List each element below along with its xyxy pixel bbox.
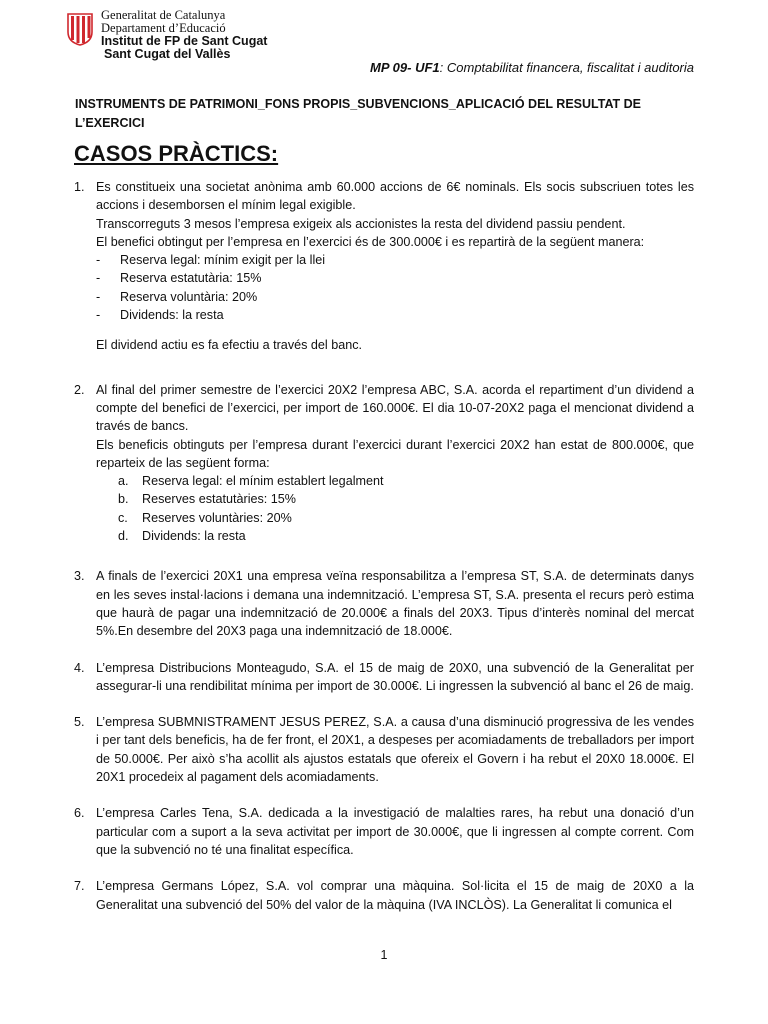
list-marker: - [96,289,101,304]
org-line-2: Departament d’Educació [101,21,226,35]
case-number: 3. [74,569,85,584]
org-line-3: Institut de FP de Sant Cugat [101,34,268,48]
list-item-text: Reserva legal: el mínim establert legalment [142,474,384,489]
list-marker: a. [118,474,129,489]
list-marker: b. [118,492,129,507]
section-heading: CASOS PRÀCTICS: [74,141,279,166]
list-item-text: Reserves estatutàries: 15% [142,492,296,507]
list-item [96,490,694,508]
case-text: A finals de l’exercici 20X1 una empresa veïna responsabilitza a l’empresa ST, S.A. de determinats danys en les seves instal·lacions i demana una indemnització. L’empresa ST, S.A. presenta el recurs però estima que haurà de pagar una indemnització de 20.000€ a finals del 20X3. Tipus d’interès nominal del mercat 5%.En desembre del 20X3 paga una indemnització de 18.000€. [96,569,694,639]
case-text: Al final del primer semestre de l’exercici 20X2 l’empresa ABC, S.A. acorda el repartiment d’un dividend a compte del benefici de l’exercici, per import de 160.000€. El dia 10-07-20X2 paga el mencionat dividend a través de bancs. [96,382,694,434]
list-item-text: Reserva legal: mínim exigit per la llei [120,253,326,268]
case-text: Es constitueix una societat anònima amb 60.000 accions de 6€ nominals. Els socis subscriuen totes les accions i desemborsen el mínim legal exigible. [96,180,694,213]
page-number: 1 [380,948,388,962]
list-marker: d. [118,529,129,544]
case-2 [74,381,694,546]
list-item [96,288,694,306]
list-marker: c. [118,510,128,525]
case-4 [74,659,694,696]
list-item [96,306,694,324]
case-number: 4. [74,660,85,675]
document-title: INSTRUMENTS DE PATRIMONI_FONS PROPIS_SUBVENCIONS_APLICACIÓ DEL RESULTAT DE L’EXERCICI [75,97,642,130]
case-3 [74,567,694,640]
org-line-4: Sant Cugat del Vallès [104,47,231,61]
list-marker: - [96,271,101,286]
list-item [96,509,694,527]
cases-list [74,178,694,914]
distribution-list [96,251,694,324]
case-text: L’empresa Distribucions Monteagudo, S.A. el 15 de maig de 20X0, una subvenció de la Generalitat per assegurar-li una rendibilitat mínima per import de 30.000€. Li ingressen la subvenció al banc el 26 de maig. [96,660,694,693]
list-item-text: Reserves voluntàries: 20% [142,510,292,525]
list-marker: - [96,253,101,268]
list-item-text: Reserva estatutària: 15% [120,271,262,286]
list-item [96,472,694,490]
case-text: L’empresa SUBMNISTRAMENT JESUS PEREZ, S.A. a causa d’una disminució progressiva de les vendes i per tant dels beneficis, ha de fer front, el 20X1, a despeses per acomiadaments de treballadors per import de 50.000€. Per això s’ha acollit als ajustos estatals que ofereix el Govern i ha rebut el 20X0 18.000€. El 20X1 procedeix al pagament dels acomiadaments. [96,715,694,785]
list-item-text: Reserva voluntària: 20% [120,289,258,304]
case-text: Transcorreguts 3 mesos l’empresa exigeix als accionistes la resta del dividend passiu pendent. [96,216,626,231]
case-number: 6. [74,806,85,821]
case-number: 7. [74,879,85,894]
module-code: MP 09- UF1 [370,60,440,75]
list-marker: - [96,308,101,323]
case-text: L’empresa Carles Tena, S.A. dedicada a la investigació de malalties rares, ha rebut una donació d’un particular com a suport a la seva activitat per import de 30.000€, que li ingressen al compte corrent. Com que la subvenció no té una finalitat específica. [96,806,694,857]
case-text: Els beneficis obtinguts per l’empresa durant l’exercici durant l’exercici 20X2 han estat de 800.000€, que reparteix de las següent forma: [96,437,694,470]
case-number: 2. [74,382,85,397]
case-number: 5. [74,715,85,730]
case-text: El dividend actiu es fa efectiu a través del banc. [96,338,363,353]
case-6 [74,804,694,859]
module-header [370,60,694,75]
case-7 [74,877,694,914]
list-item-text: Dividends: la resta [142,529,246,544]
case-text: L’empresa Germans López, S.A. vol comprar una màquina. Sol·licita el 15 de maig de 20X0 a la Generalitat una subvenció del 50% del valor de la màquina (IVA INCLÒS). La Generalitat li comunica el [96,879,694,912]
list-item [96,527,694,545]
case-number: 1. [74,180,85,194]
list-item [96,269,694,287]
distribution-list [96,472,694,545]
module-sep: : [439,60,444,75]
case-text: El benefici obtingut per l’empresa en l’exercici és de 300.000€ i es repartirà de la següent manera: [96,234,645,249]
case-1 [74,178,694,355]
module-name: Comptabilitat financera, fiscalitat i auditoria [443,60,694,75]
institution-header [101,9,267,61]
list-item-text: Dividends: la resta [120,308,224,323]
case-5 [74,713,694,786]
generalitat-senyera-logo [66,12,94,46]
org-line-1: Generalitat de Catalunya [101,8,226,22]
list-item [96,251,694,269]
